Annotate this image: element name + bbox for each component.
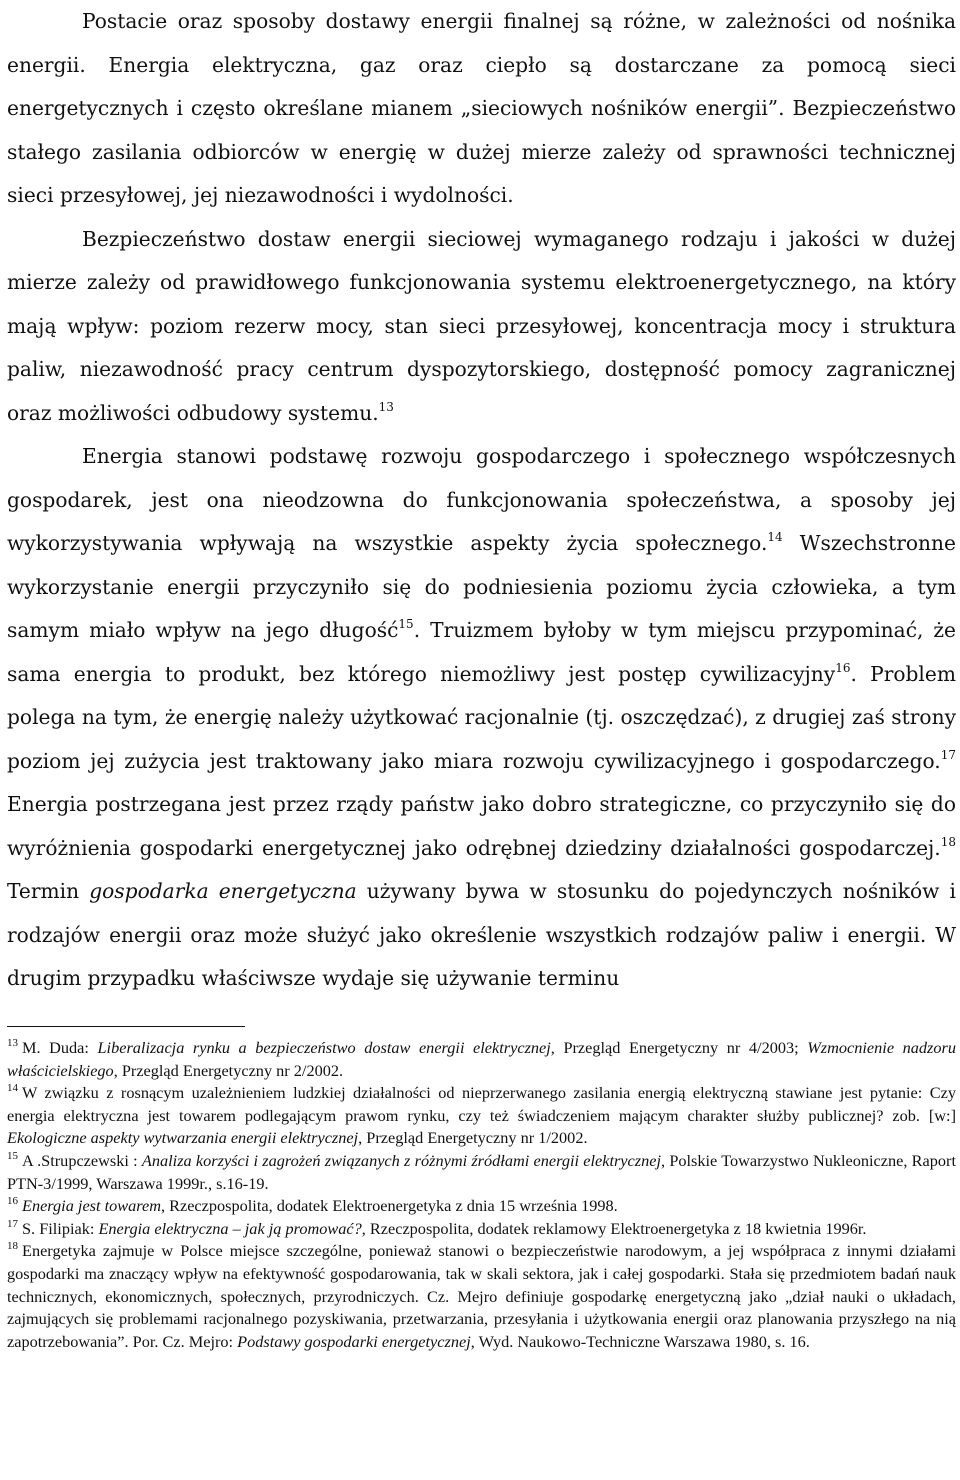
footnote: [7, 1240, 956, 1353]
footnotes: [7, 1037, 956, 1353]
footnote-ref[interactable]: 17: [940, 747, 956, 762]
footnote-title: Liberalizacja rynku a bezpieczeństwo dostaw energii elektrycznej: [97, 1038, 551, 1057]
footnote-text: Energetyka zajmuje w Polsce miejsce szczególne, ponieważ stanowi o bezpieczeństwie narodowym, a jej współpraca z innymi działami gospodarki ma znaczący wpływ na efektywność gospodarowania, tak w skali sektora, jak i całej gospodarki. Stała się przedmiotem badań nauk technicznych, ekonomicznych, społecznych, przyrodniczych. Cz. Mejro definiuje gospodarkę energetyczną jako „dział nauki o układach, zajmujących się problemami racjonalnego pozyskiwania, przetwarzania, przesyłania i użytkowania energii oraz planowania przyszłego na nią zapotrzebowania”. Por. Cz. Mejro:: [7, 1241, 956, 1351]
footnote-separator: [7, 1026, 245, 1027]
footnote-text: , Polskie Towarzystwo Nukleoniczne, Raport PTN-3/1999, Warszawa 1999r., s.16-19.: [7, 1150, 956, 1193]
paragraph-text: używany bywa w stosunku do pojedynczych nośników i rodzajów energii oraz może służyć jako określenie wszystkich rodzajów paliw i energii. W drugim przypadku właściwsze wydaje się używanie terminu: [7, 879, 956, 990]
footnote-text: , Przegląd Energetyczny nr 2/2002.: [113, 1060, 344, 1080]
paragraph: [7, 0, 956, 218]
footnote-text: , Wyd. Naukowo-Techniczne Warszawa 1980, s. 16.: [470, 1331, 810, 1351]
footnote: [7, 1218, 956, 1241]
footnote-title: Analiza korzyści i zagrożeń związanych z różnymi źródłami energii elektrycznej: [141, 1150, 661, 1170]
main-text: [7, 0, 956, 1001]
paragraph-text: Energia postrzegana jest przez rządy państw jako dobro strategiczne, co przyczyniło się do wyróżnienia gospodarki energetycznej jako odrębnej dziedziny działalności gospodarczej.: [7, 792, 956, 860]
footnote-ref[interactable]: 14: [767, 530, 783, 544]
footnote-title: Energia elektryczna – jak ją promować?: [98, 1218, 362, 1238]
footnote-title: Ekologiczne aspekty wytwarzania energii elektrycznej: [7, 1128, 359, 1148]
footnote-title: Podstawy gospodarki energetycznej: [237, 1331, 471, 1351]
footnote: [7, 1082, 956, 1150]
footnote: [7, 1150, 956, 1195]
footnote: [7, 1037, 956, 1082]
footnote-number: 16: [7, 1195, 18, 1208]
paragraph-text: Wszechstronne wykorzystanie energii przyczyniło się do podniesienia poziomu życia człowieka, a tym samym miało wpływ na jego długość: [7, 531, 956, 642]
paragraph-text: Bezpieczeństwo dostaw energii sieciowej wymaganego rodzaju i jakości w dużej mierze zależy od prawidłowego funkcjonowania systemu elektroenergetycznego, na który mają wpływ: poziom rezerw mocy, stan sieci przesyłowej, koncentracja mocy i struktura paliw, niezawodność pracy centrum dyspozytorskiego, dostępność pomocy zagranicznej oraz możliwości odbudowy systemu.: [7, 226, 956, 425]
footnote-ref[interactable]: 18: [940, 834, 956, 849]
footnote-number: 15: [7, 1149, 18, 1162]
footnote-text: , Przegląd Energetyczny nr 4/2003;: [550, 1038, 808, 1057]
paragraph-text: . Truizmem byłoby w tym miejscu przypominać, że sama energia to produkt, bez którego niemożliwy jest postęp cywilizacyjny: [7, 618, 956, 686]
paragraph-text: Postacie oraz sposoby dostawy energii finalnej są różne, w zależności od nośnika energii. Energia elektryczna, gaz oraz ciepło są dostarczane za pomocą sieci energetycznych i często określane mianem „sieciowych nośników energii”. Bezpieczeństwo stałego zasilania odbiorców w energię w dużej mierze zależy od sprawności technicznej sieci przesyłowej, jej niezawodności i wydolności.: [7, 9, 956, 207]
paragraph-text: Energia stanowi podstawę rozwoju gospodarczego i społecznego współczesnych gospodarek, jest ona nieodzowna do funkcjonowania społeczeństwa, a sposoby jej wykorzystywania wpływają na wszystkie aspekty życia społecznego.: [7, 444, 956, 555]
footnote-text: S. Filipiak:: [22, 1218, 99, 1238]
footnote-text: , Przegląd Energetyczny nr 1/2002.: [358, 1128, 588, 1148]
footnote-number: 17: [7, 1217, 18, 1230]
paragraph-text: Termin: [7, 879, 90, 903]
footnote-text: , Rzeczpospolita, dodatek reklamowy Elektroenergetyka z 18 kwietnia 1996r.: [361, 1218, 867, 1238]
paragraph: [7, 218, 956, 436]
footnote-text: W związku z rosnącym uzależnieniem ludzkiej działalności od nieprzerwanego zasilania energią elektryczną stawiane jest pytanie: Czy energia elektryczna jest towarem podlegającym prawom rynku, czy też świadczeniem mającym charakter służby publicznej? zob. [w:]: [7, 1083, 956, 1125]
footnote-ref[interactable]: 13: [378, 399, 394, 414]
paragraph-text: . Problem polega na tym, że energię należy użytkować racjonalnie (tj. oszczędzać), z drugiej zaś strony poziom jej zużycia jest traktowany jako miara rozwoju cywilizacyjnego i gospodarczego.: [7, 661, 956, 773]
footnote-number: 13: [7, 1037, 18, 1049]
footnote-ref[interactable]: 15: [398, 617, 414, 631]
footnote: [7, 1195, 956, 1218]
footnote-number: 14: [7, 1082, 18, 1095]
footnote-title: Wzmocnienie nadzoru właścicielskiego: [7, 1038, 957, 1080]
paragraph: [7, 435, 956, 1001]
footnote-ref[interactable]: 16: [835, 660, 851, 675]
footnote-text: M. Duda:: [22, 1038, 98, 1057]
footnote-text: , Rzeczpospolita, dodatek Elektroenergetyka z dnia 15 września 1998.: [160, 1196, 618, 1216]
italic-term: gospodarka energetyczna: [89, 879, 357, 903]
footnote-text: A .Strupczewski :: [22, 1150, 142, 1170]
document-page: [7, 0, 957, 1351]
footnote-number: 18: [7, 1240, 18, 1253]
footnote-title: Energia jest towarem: [22, 1196, 161, 1216]
